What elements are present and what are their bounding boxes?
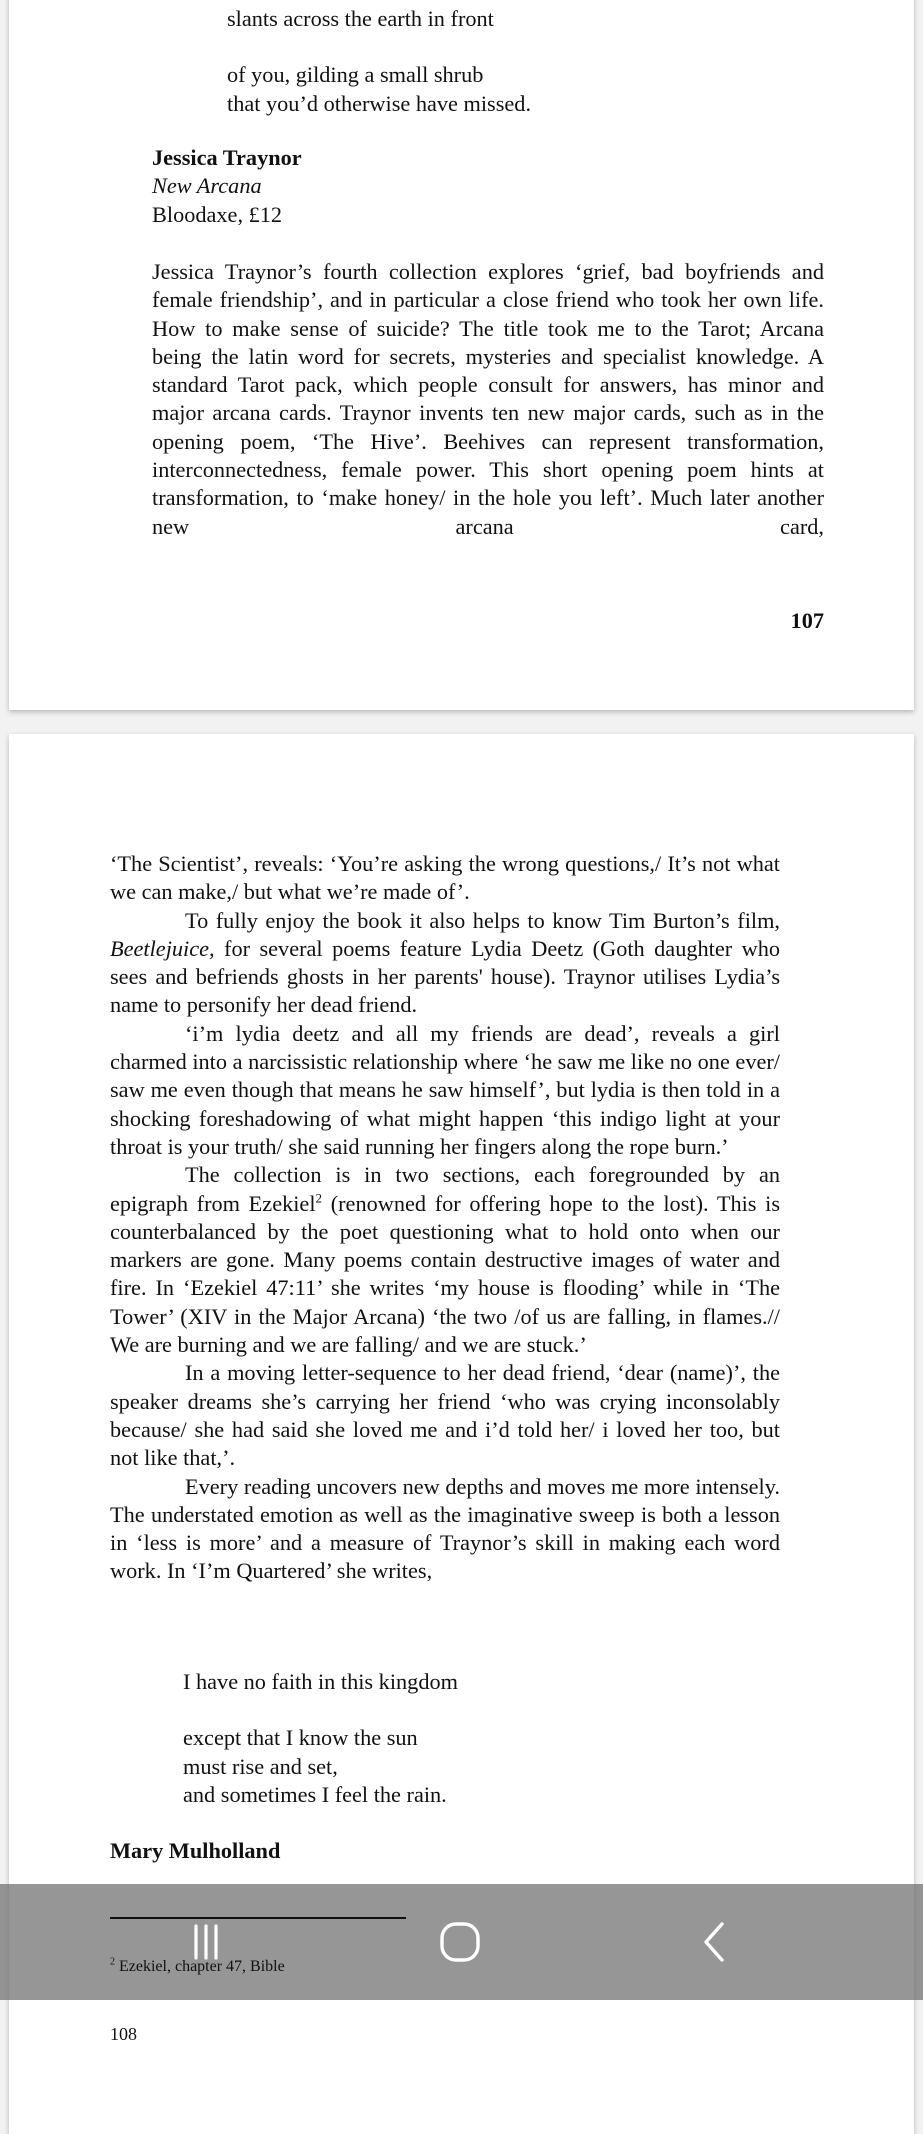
book-author: Jessica Traynor bbox=[152, 145, 302, 170]
review-paragraph: In a moving letter-sequence to her dead friend, ‘dear (name)’, the speaker dreams she’s carrying her friend ‘who was crying inconsolably because/ she had said she loved me and i’d told her/ i loved her too, but not like that,’. bbox=[110, 1360, 780, 1471]
poem-line: slants across the earth in front bbox=[227, 6, 494, 31]
footnote-marker: 2 bbox=[110, 1956, 115, 1968]
recent-apps-button[interactable] bbox=[136, 1884, 276, 2000]
back-button[interactable] bbox=[644, 1884, 784, 2000]
film-title: Beetlejuice, bbox=[110, 935, 215, 961]
book-title: New Arcana bbox=[152, 173, 262, 199]
footnote bbox=[110, 1957, 285, 1977]
page-number: 107 bbox=[790, 608, 824, 633]
poem-line: except that I know the sun bbox=[183, 1725, 418, 1751]
poem-excerpt bbox=[227, 5, 727, 118]
review-paragraph: To fully enjoy the book it also helps to know Tim Burton’s film, Beetlejuice, for several poems feature Lydia Deetz (Goth daughter who sees and befriends ghosts in her parents' house). Traynor utilises Lydia’s name to personify her dead friend. bbox=[110, 907, 780, 1018]
review-paragraph: The collection is in two sections, each foregrounded by an epigraph from Ezekiel$^2$ (renowned for offering hope to the lost). This is counterbalanced by the poet questioning what to hold onto when our markers are gone. Many poems contain destructive images of water and fire. In ‘Ezekiel 47:11’ she writes ‘my house is flooding’ while in ‘The Tower’ (XIV in the Major Arcana) ‘the two /of us are falling, in flames.// We are burning and we are falling/ and we are stuck.’ bbox=[110, 1162, 780, 1358]
review-paragraph: Every reading uncovers new depths and moves me more intensely. The understated emotion as well as the imaginative sweep is both a lesson in ‘less is more’ and a measure of Traynor’s skill in making each word work. In ‘I’m Quartered’ she writes, bbox=[110, 1473, 780, 1584]
book-details bbox=[152, 144, 652, 229]
reviewer-name: Mary Mulholland bbox=[110, 1838, 281, 1863]
poem-quote bbox=[183, 1668, 683, 1809]
poem-line: I have no faith in this kingdom bbox=[183, 1669, 458, 1694]
review-paragraph: ‘i’m lydia deetz and all my friends are dead’, reveals a girl charmed into a narcissistic relationship where ‘he saw me like no one ever/ saw me even though that means he saw himself’, but lydia is then told in a shocking foreshadowing of what might happen ‘this indigo light at your throat is your truth/ she said running her fingers along the rope burn.’ bbox=[110, 1020, 780, 1159]
poem-line: that you’d otherwise have missed. bbox=[227, 90, 532, 116]
footnote-divider bbox=[110, 1917, 406, 1919]
review-paragraph: Jessica Traynor’s fourth collection explores ‘grief, bad boyfriends and female friendship’, and in particular a close friend who took her own life. How to make sense of suicide? The title took me to the Tarot; Arcana being the latin word for secrets, mysteries and specialist knowledge. A standard Tarot pack, which people consult for answers, has minor and major arcana cards. Traynor invents ten new major cards, such as in the opening poem, ‘The Hive’. Beehives can represent transformation, interconnectedness, female power. This short opening poem hints at transformation, to ‘make honey/ in the hole you left’. Much later another new arcana card, bbox=[152, 259, 824, 539]
review-body bbox=[110, 850, 780, 1586]
navigation-bar bbox=[0, 1884, 923, 2000]
poem-line: and sometimes I feel the rain. bbox=[183, 1781, 447, 1807]
footnote-text: Ezekiel, chapter 47, Bible bbox=[115, 1958, 285, 1975]
back-icon bbox=[696, 1920, 732, 1964]
page-number: 108 bbox=[110, 2024, 137, 2044]
recent-apps-icon bbox=[186, 1922, 226, 1962]
poem-line: of you, gilding a small shrub bbox=[227, 62, 484, 88]
document-page-107 bbox=[9, 0, 914, 710]
review-paragraph: ‘The Scientist’, reveals: ‘You’re asking the wrong questions,/ It’s not what we can make,/ but what we’re made of’. bbox=[110, 851, 780, 905]
home-icon bbox=[438, 1920, 482, 1964]
home-button[interactable] bbox=[390, 1884, 530, 2000]
footnote-reference[interactable]: 2 bbox=[315, 1190, 323, 1206]
poem-line: must rise and set, bbox=[183, 1753, 338, 1779]
book-publisher-price: Bloodaxe, £12 bbox=[152, 201, 283, 227]
